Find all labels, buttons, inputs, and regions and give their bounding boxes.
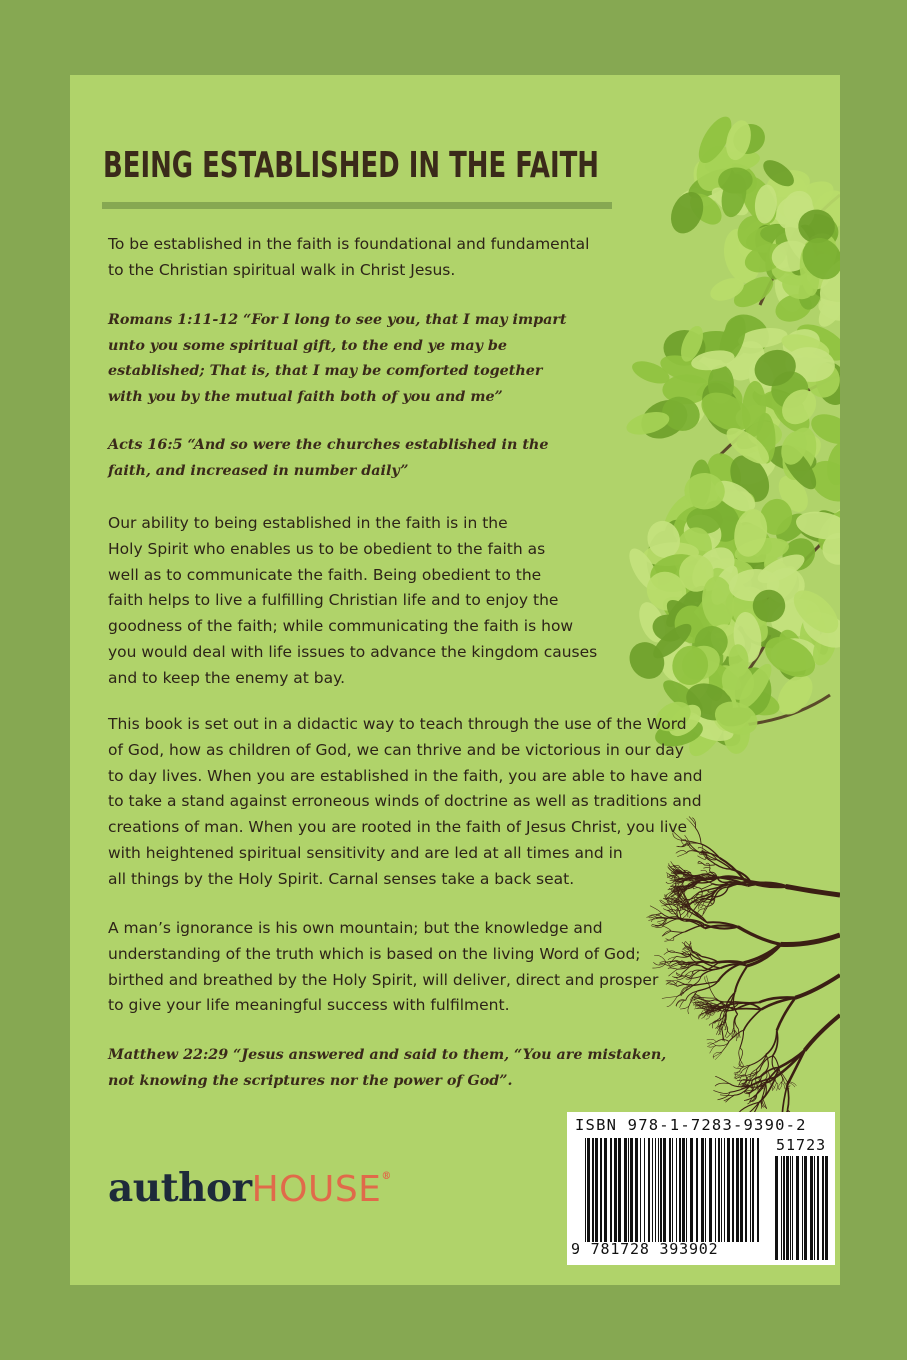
authorhouse-logo	[108, 1165, 391, 1211]
root-strand	[734, 1014, 738, 1028]
root-strand	[805, 1015, 840, 1050]
barcode-bar	[686, 1138, 687, 1242]
verse-acts: Acts 16:5 “And so were the churches established in the faith, and increased in number daily”	[108, 437, 549, 479]
isbn-label: ISBN 978-1-7283-9390-2	[575, 1116, 807, 1134]
root-strand	[715, 1083, 729, 1086]
root-strand	[703, 867, 710, 869]
barcode-bar	[781, 1156, 782, 1260]
verse-matthew: Matthew 22:29 “Jesus answered and said to them, “You are mistaken, not knowing the scriptures nor the power of God”.	[108, 1047, 667, 1089]
barcode-bar	[614, 1138, 617, 1242]
root-strand	[777, 1083, 778, 1091]
root-strand	[744, 1010, 762, 1031]
root-strand	[739, 1048, 740, 1060]
root-strand	[668, 968, 678, 969]
barcode-bar	[624, 1138, 627, 1242]
barcode-bar	[600, 1138, 602, 1242]
barcode-bar	[757, 1138, 759, 1242]
root-strand	[663, 926, 672, 931]
root-strand	[701, 884, 712, 889]
root-strand	[781, 935, 840, 945]
barcode-bar	[652, 1138, 653, 1242]
barcode-bar	[682, 1138, 685, 1242]
root-strand	[664, 951, 676, 955]
root-strand	[720, 1095, 734, 1096]
root-strand	[787, 1050, 804, 1085]
barcode-bar	[745, 1138, 747, 1242]
barcode-bar	[786, 1156, 789, 1260]
barcode-bar	[618, 1138, 621, 1242]
root-strand	[716, 1040, 729, 1043]
barcode-bar	[825, 1156, 828, 1260]
barcode-bar	[790, 1156, 791, 1260]
barcode-bar	[592, 1138, 594, 1242]
root-strand	[766, 1055, 769, 1071]
barcode-bar	[727, 1138, 730, 1242]
root-strand	[745, 1071, 759, 1076]
barcode-bar	[585, 1138, 586, 1242]
root-strand	[650, 906, 661, 913]
verse-romans: Romans 1:11-12 “For I long to see you, that I may impart unto you some spiritual gift, to the end ye may be established; That is, that I may be comforted together with you by the mutual faith both of you and me”	[108, 312, 567, 405]
isbn-barcode	[567, 1112, 835, 1265]
barcode-bar	[796, 1156, 799, 1260]
root-strand	[706, 863, 710, 869]
root-strand	[664, 919, 681, 925]
barcode-bar	[595, 1138, 598, 1242]
root-strand	[704, 864, 715, 865]
root-strand	[671, 931, 685, 932]
barcode-bar	[750, 1138, 751, 1242]
barcode-bar	[640, 1138, 641, 1242]
root-strand	[667, 997, 677, 1007]
body-paragraph-ignorance: A man’s ignorance is his own mountain; but the knowledge and understanding of the truth which is based on the living Word of God; birthed and breathed by the Holy Spirit, will deliver, direct and prosper to give your life meaningful success with fulfilment.	[108, 919, 659, 1015]
root-strand	[779, 1082, 782, 1089]
barcode-bar	[718, 1138, 720, 1242]
barcode-bar	[690, 1138, 693, 1242]
body-paragraph-didactic: This book is set out in a didactic way to teach through the use of the Word of God, how as children of God, we can thrive and be victorious in our day to day lives. When you are established in the faith, you are able to have and to take a stand against erroneous winds of doctrine as well as traditions and creations of man. When you are rooted in the faith of Jesus Christ, you live with heightened spiritual sensitivity and are led at all times and in all things by the Holy Spirit. Carnal senses take a back seat.	[108, 715, 703, 888]
barcode-bar	[792, 1156, 793, 1260]
barcode-bar	[604, 1138, 607, 1242]
barcode-bar	[705, 1138, 706, 1242]
root-strand	[786, 886, 840, 895]
barcode-digits: 9 781728 393902	[571, 1240, 719, 1258]
root-strand	[738, 927, 781, 945]
root-strand	[676, 1000, 685, 1006]
root-strand	[734, 1066, 742, 1068]
barcode-bar	[804, 1156, 807, 1260]
root-strand	[687, 972, 693, 977]
barcode-bar	[814, 1156, 815, 1260]
root-strand	[748, 1069, 757, 1077]
barcode-bar	[736, 1138, 739, 1242]
barcode-bar	[679, 1138, 681, 1242]
barcode-bar	[701, 1138, 704, 1242]
barcode-bar	[672, 1138, 673, 1242]
barcode-bar	[822, 1156, 824, 1260]
barcode-bar	[669, 1138, 671, 1242]
barcode-bar	[644, 1138, 645, 1242]
barcode-bar	[817, 1156, 819, 1260]
barcode-bar	[658, 1138, 659, 1242]
barcode-bar	[696, 1138, 698, 1242]
barcode-bar	[635, 1138, 638, 1242]
barcode-bar	[783, 1156, 785, 1260]
root-strand	[737, 1068, 741, 1073]
root-strand	[713, 1090, 729, 1093]
barcode-bar	[610, 1138, 612, 1242]
barcode-bar	[775, 1156, 778, 1260]
root-strand	[686, 976, 701, 978]
root-strand	[715, 1076, 729, 1083]
root-strand	[715, 1052, 722, 1060]
root-strand	[740, 1048, 743, 1060]
root-strand	[707, 1039, 716, 1042]
logo-house: HOUSE	[251, 1169, 382, 1210]
barcode-addon-digits: 51723	[776, 1136, 827, 1154]
barcode-bar	[676, 1138, 677, 1242]
root-strand	[740, 1031, 744, 1049]
barcode-bar	[655, 1138, 656, 1242]
book-title: BEING ESTABLISHED IN THE FAITH	[103, 145, 600, 186]
registered-mark: ®	[381, 1171, 391, 1182]
barcode-bar	[715, 1138, 716, 1242]
intro-paragraph: To be established in the faith is foundational and fundamental to the Christian spiritual walk in Christ Jesus.	[108, 235, 590, 279]
barcode-bar	[740, 1138, 743, 1242]
logo-author: author	[108, 1165, 252, 1211]
root-strand	[787, 1085, 789, 1110]
barcode-bar	[810, 1156, 813, 1260]
root-strand	[685, 971, 693, 975]
barcode-bar	[660, 1138, 662, 1242]
barcode-bar	[724, 1138, 725, 1242]
root-strand	[735, 966, 747, 992]
barcode-bar	[802, 1156, 803, 1260]
barcode-bar	[721, 1138, 722, 1242]
back-cover	[70, 75, 840, 1285]
root-strand	[662, 997, 677, 999]
barcode-bar	[752, 1138, 754, 1242]
root-strand	[734, 1068, 741, 1073]
barcode-bar	[648, 1138, 650, 1242]
barcode-bar	[732, 1138, 734, 1242]
barcode-bar	[663, 1138, 666, 1242]
barcode-bar	[709, 1138, 712, 1242]
body-paragraph-ability: Our ability to being established in the faith is in the Holy Spirit who enables us to be obedient to the faith as well as to communicate the faith. Being obedient to the faith helps to live a fulfilling Christian life and to enjoy the goodness of the faith; while communicating the faith is how you would deal with life issues to advance the kingdom causes and to keep the enemy at bay.	[108, 514, 598, 687]
barcode-bar	[630, 1138, 633, 1242]
root-strand	[725, 1027, 728, 1038]
root-strand	[782, 1085, 787, 1114]
barcode-bar	[628, 1138, 629, 1242]
root-strand	[668, 957, 677, 960]
title-underline	[102, 202, 612, 209]
barcode-bar	[587, 1138, 590, 1242]
root-strand	[795, 975, 840, 998]
